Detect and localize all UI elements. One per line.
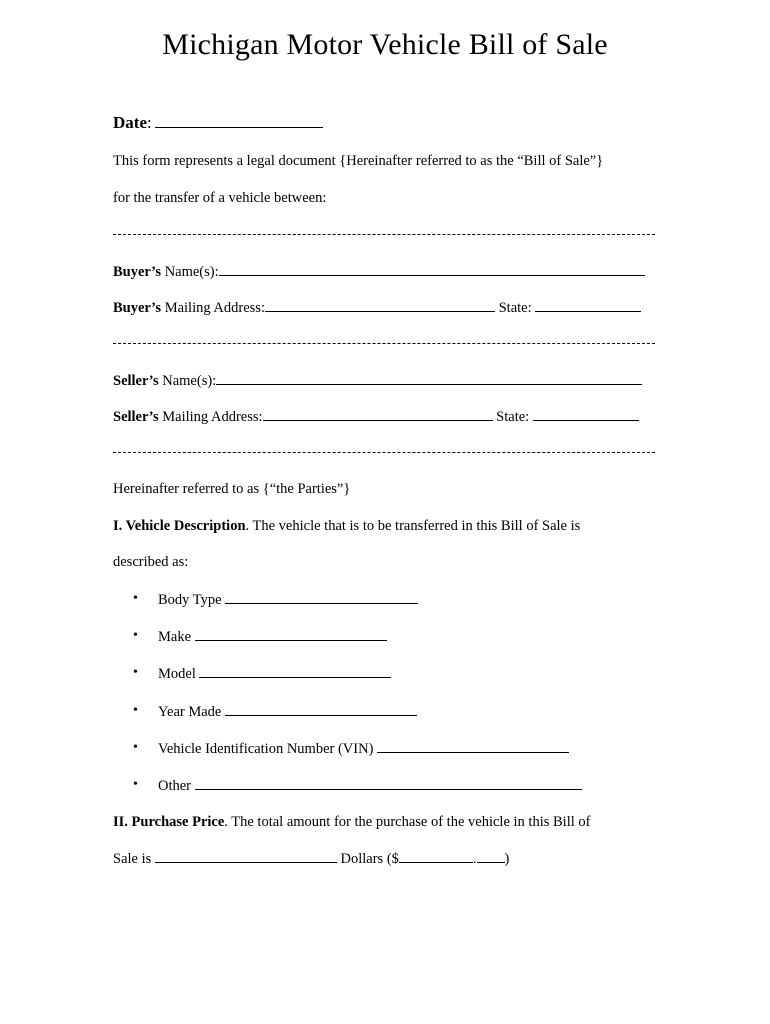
seller-name-row: [113, 371, 642, 390]
buyer-name-label: Name(s):: [161, 264, 219, 280]
price-cents-field[interactable]: [477, 849, 505, 863]
price-close-paren: ): [504, 851, 510, 867]
intro-line-2: for the transfer of a vehicle between:: [113, 190, 327, 206]
intro-line-1: This form represents a legal document {Hereinafter referred to as the “Bill of Sale”}: [113, 153, 604, 169]
make-label: Make: [158, 629, 195, 645]
body-type-row: [158, 590, 418, 609]
date-row: [113, 114, 323, 133]
seller-state-field[interactable]: [533, 407, 639, 421]
date-label: Date: [113, 113, 147, 132]
buyer-name-row: [113, 262, 645, 281]
vin-label: Vehicle Identification Number (VIN): [158, 741, 378, 757]
year-made-label: Year Made: [158, 704, 225, 720]
buyer-state-field[interactable]: [535, 298, 641, 312]
seller-name-label: Name(s):: [158, 373, 217, 389]
vehicle-description-text-2: described as:: [113, 554, 189, 570]
vehicle-description-intro: [113, 517, 580, 535]
buyer-state-label: State:: [494, 300, 536, 316]
purchase-price-intro: [113, 813, 590, 831]
make-field[interactable]: [195, 627, 387, 641]
parties-text: Hereinafter referred to as {“the Parties”}: [113, 481, 351, 497]
vin-row: [158, 739, 569, 758]
buyer-address-label: Mailing Address:: [161, 300, 265, 316]
purchase-price-heading: II. Purchase Price: [113, 814, 225, 830]
model-row: [158, 664, 391, 683]
body-type-label: Body Type: [158, 592, 226, 608]
date-field[interactable]: [155, 114, 323, 128]
seller-name-field[interactable]: [216, 371, 642, 385]
separator-dashed: [113, 452, 655, 453]
buyer-name-field[interactable]: [219, 262, 645, 276]
year-made-field[interactable]: [225, 702, 417, 716]
make-row: [158, 627, 387, 646]
purchase-price-row: [113, 849, 509, 868]
price-decimal-point: .: [472, 851, 477, 867]
seller-name-bold: Seller’s: [113, 373, 159, 389]
buyer-address-field[interactable]: [265, 298, 495, 312]
bullet-glyph: •: [133, 740, 138, 755]
seller-address-field[interactable]: [263, 407, 493, 421]
vin-field[interactable]: [377, 739, 569, 753]
bullet-glyph: •: [133, 777, 138, 792]
bullet-glyph: •: [133, 665, 138, 680]
buyer-address-row: [113, 298, 641, 317]
year-made-row: [158, 702, 417, 721]
seller-address-label: Mailing Address:: [158, 409, 263, 425]
price-dollars-field[interactable]: [399, 849, 473, 863]
bullet-glyph: •: [133, 628, 138, 643]
other-label: Other: [158, 778, 195, 794]
seller-state-label: State:: [492, 409, 533, 425]
seller-address-row: [113, 407, 639, 426]
price-words-field[interactable]: [155, 849, 337, 863]
other-row: [158, 776, 582, 795]
vehicle-description-text: . The vehicle that is to be transferred in this Bill of Sale is: [245, 518, 581, 534]
model-field[interactable]: [199, 664, 391, 678]
body-type-field[interactable]: [225, 590, 418, 604]
bullet-glyph: •: [133, 591, 138, 606]
buyer-name-bold: Buyer’s: [113, 264, 162, 280]
separator-dashed: [113, 234, 655, 235]
model-label: Model: [158, 666, 200, 682]
date-colon: :: [146, 113, 152, 132]
dollars-label: Dollars ($: [336, 851, 399, 867]
buyer-address-bold: Buyer’s: [113, 300, 162, 316]
document-title: Michigan Motor Vehicle Bill of Sale: [162, 28, 608, 61]
vehicle-description-heading: I. Vehicle Description: [113, 518, 246, 534]
seller-address-bold: Seller’s: [113, 409, 159, 425]
separator-dashed: [113, 343, 655, 344]
bullet-glyph: •: [133, 703, 138, 718]
other-field[interactable]: [195, 776, 582, 790]
sale-is-label: Sale is: [113, 851, 155, 867]
purchase-price-text: . The total amount for the purchase of the vehicle in this Bill of: [224, 814, 591, 830]
